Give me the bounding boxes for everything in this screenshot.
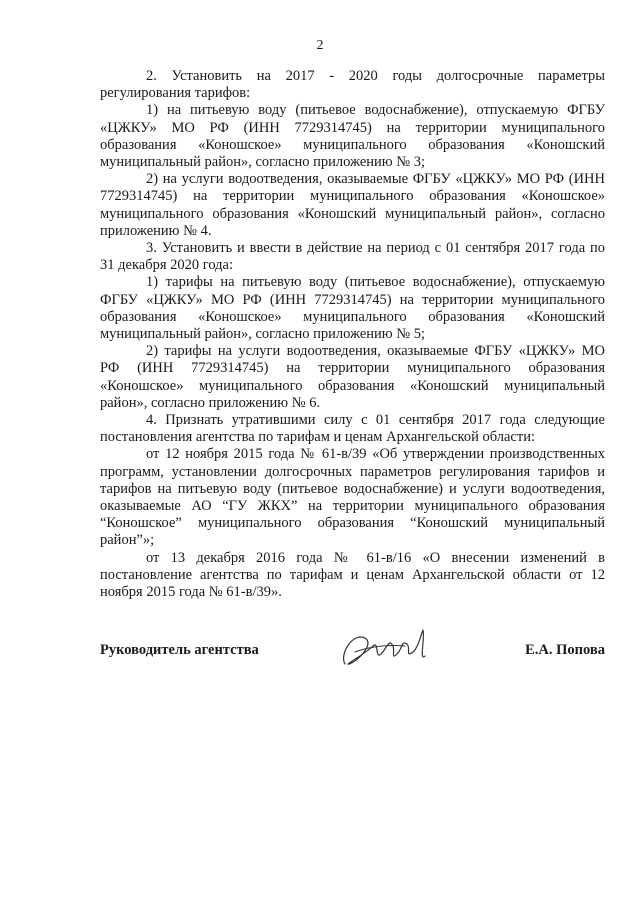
paragraph-item-4: 4. Признать утратившими силу с 01 сентября 2017 года следующие постановления агентства по тарифам и ценам Архангельской области: <box>100 412 605 446</box>
document-body <box>100 68 605 601</box>
handwritten-signature <box>335 624 435 674</box>
signatory-title: Руководитель агентства <box>100 642 259 658</box>
paragraph-item-3-1: 1) тарифы на питьевую воду (питьевое водоснабжение), отпускаемую ФГБУ «ЦЖКУ» МО РФ (ИНН 7729314745) на территории муниципального образования «Коношское» муниципального образования «Коношский муниципальный район», согласно приложению № 5; <box>100 274 605 343</box>
paragraph-item-2-2: 2) на услуги водоотведения, оказываемые ФГБУ «ЦЖКУ» МО РФ (ИНН 7729314745) на территории муниципального образования «Коношское» муниципального образования «Коношский муниципальный район», согласно приложению № 4. <box>100 171 605 239</box>
paragraph-item-2: 2. Установить на 2017 - 2020 годы долгосрочные параметры регулирования тарифов: <box>100 68 605 102</box>
paragraph-item-3-2: 2) тарифы на услуги водоотведения, оказываемые ФГБУ «ЦЖКУ» МО РФ (ИНН 7729314745) на территории муниципального образования «Коношское» муниципального образования «Коношский муниципальный район», согласно приложению № 6. <box>100 343 605 411</box>
paragraph-item-3: 3. Установить и ввести в действие на период с 01 сентября 2017 года по 31 декабря 2020 года: <box>100 240 605 274</box>
paragraph-repeal-2: от 13 декабря 2016 года № 61-в/16 «О внесении изменений в постановление агентства по тарифам и ценам Архангельской области от 12 ноября 2015 года № 61-в/39». <box>100 549 605 601</box>
signatory-name: Е.А. Попова <box>525 642 605 658</box>
page-number: 2 <box>316 38 324 53</box>
signature-block <box>100 632 605 682</box>
paragraph-repeal-1: от 12 ноября 2015 года № 61-в/39 «Об утверждении производственных программ, установлении долгосрочных параметров регулирования тарифов и тарифов на питьевую воду (питьевое водоснабжение) и услуги водоотведения, оказываемые АО “ГУ ЖКХ” на территории муниципального образования “Коношское” муниципального образования “Коношский муниципальный район”»; <box>100 446 605 549</box>
paragraph-item-2-1: 1) на питьевую воду (питьевое водоснабжение), отпускаемую ФГБУ «ЦЖКУ» МО РФ (ИНН 7729314745) на территории муниципального образования «Коношское» муниципального образования «Коношский муниципальный район», согласно приложению № 3; <box>100 102 605 171</box>
